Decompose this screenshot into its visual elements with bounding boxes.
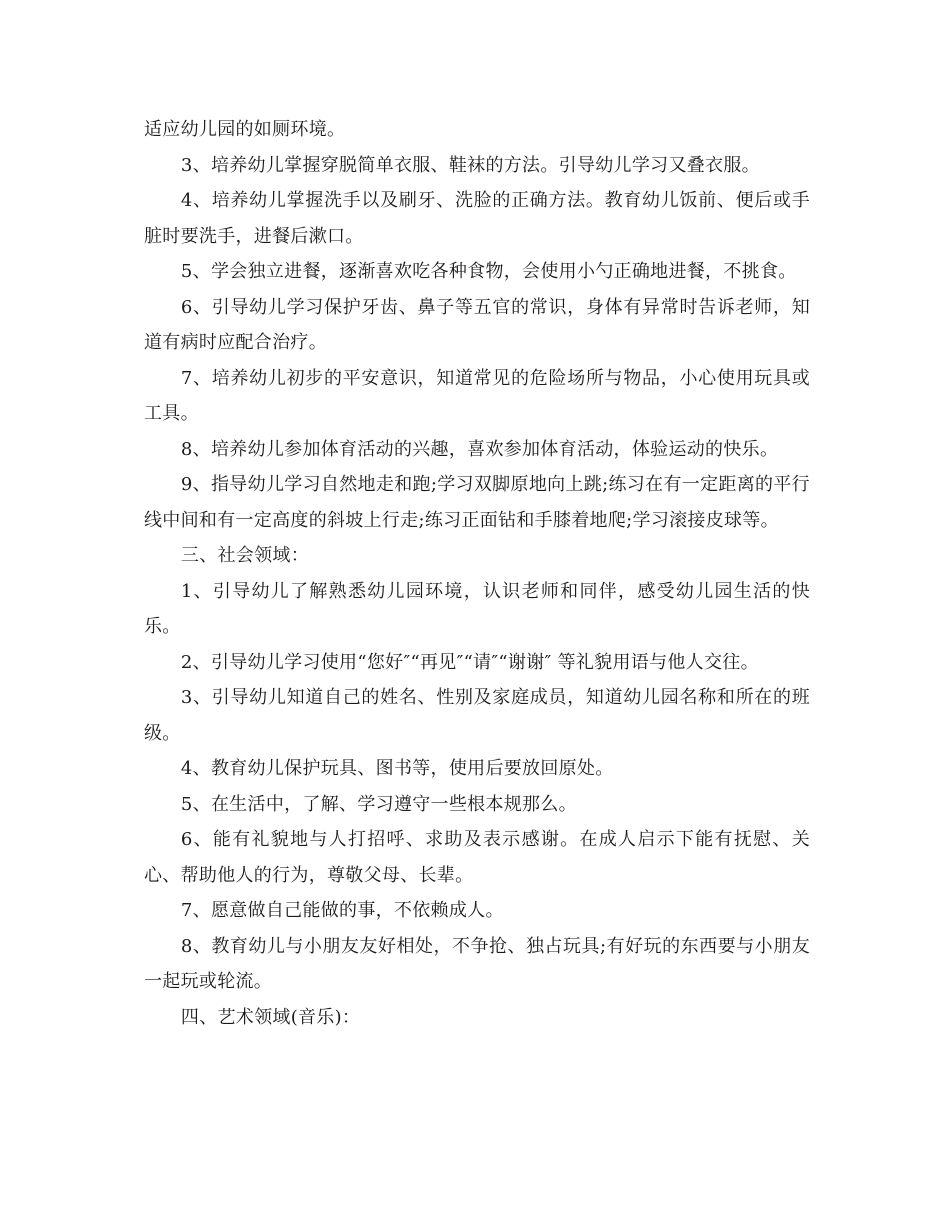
paragraph-social-2: 2、引导幼儿学习使用“您好″“再见″“请″“谢谢″ 等礼貌用语与他人交往。 — [180, 651, 759, 673]
paragraph-item-3: 3、培养幼儿掌握穿脱简单衣服、鞋袜的方法。引导幼儿学习又叠衣服。 — [180, 154, 760, 176]
paragraph-social-7: 7、愿意做自己能做的事，不依赖成人。 — [180, 900, 504, 921]
document-body — [144, 112, 810, 1035]
paragraph-social-4: 4、教育幼儿保护玩具、图书等，使用后要放回原处。 — [180, 758, 614, 779]
paragraph-social-5: 5、在生活中，了解、学习遵守一些根本规那么。 — [180, 793, 577, 815]
section-heading-social: 三、社会领域： — [180, 545, 309, 566]
paragraph-social-1: 1、引导幼儿了解熟悉幼儿园环境，认识老师和同伴，感受幼儿园生活的快乐。 — [144, 580, 810, 637]
paragraph-item-6: 6、引导幼儿学习保护牙齿、鼻子等五官的常识，身体有异常时告诉老师，知道有病时应配合治疗。 — [144, 296, 810, 353]
paragraph-item-9: 9、指导幼儿学习自然地走和跑;学习双脚原地向上跳;练习在有一定距离的平行线中间和有一定高度的斜坡上行走;练习正面钻和手膝着地爬;学习滚接皮球等。 — [144, 474, 810, 531]
section-heading-art-music: 四、艺术领域(音乐)： — [180, 1006, 361, 1028]
paragraph-item-7: 7、培养幼儿初步的平安意识，知道常见的危险场所与物品，小心使用玩具或工具。 — [144, 367, 810, 424]
paragraph-item-8: 8、培养幼儿参加体育活动的兴趣，喜欢参加体育活动，体验运动的快乐。 — [180, 438, 779, 460]
paragraph-social-6: 6、能有礼貌地与人打招呼、求助及表示感谢。在成人启示下能有抚慰、关心、帮助他人的行为，尊敬父母、长辈。 — [144, 829, 810, 886]
paragraph-item-4: 4、培养幼儿掌握洗手以及刷牙、洗脸的正确方法。教育幼儿饭前、便后或手脏时要洗手，进餐后漱口。 — [144, 190, 810, 247]
paragraph-item-5: 5、学会独立进餐，逐渐喜欢吃各种食物，会使用小勺正确地进餐，不挑食。 — [180, 261, 797, 282]
paragraph-social-8: 8、教育幼儿与小朋友友好相处，不争抢、独占玩具;有好玩的东西要与小朋友一起玩或轮流。 — [144, 935, 810, 992]
paragraph-social-3: 3、引导幼儿知道自己的姓名、性别及家庭成员，知道幼儿园名称和所在的班级。 — [144, 687, 810, 744]
paragraph-continuation: 适应幼儿园的如厕环境。 — [144, 119, 346, 140]
